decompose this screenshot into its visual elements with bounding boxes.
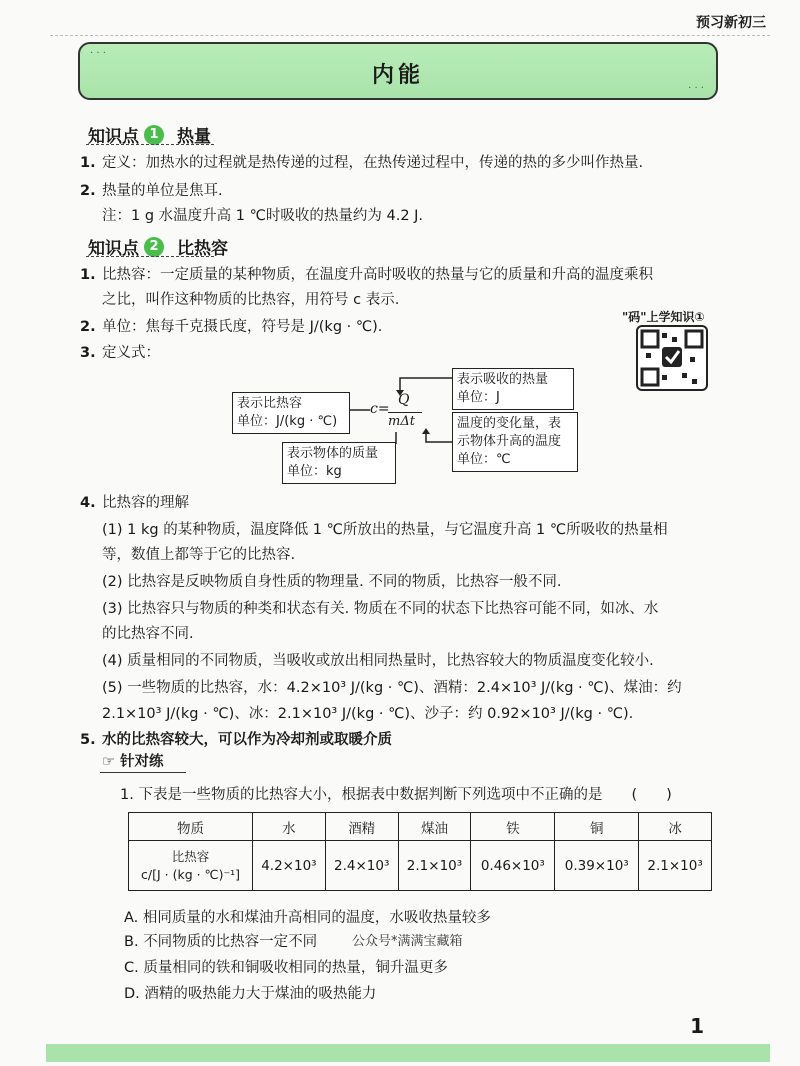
page-title: 内能 — [371, 63, 424, 88]
list-item: (4) 质量相同的不同物质，当吸收或放出相同热量时，比热容较大的物质温度变化较小. — [102, 653, 654, 669]
list-item: 2.1×10³ J/(kg · ℃)、冰：2.1×10³ J/(kg · ℃)、沙子：约 0.92×10³ J/(kg · ℃). — [102, 706, 634, 722]
option-b[interactable]: B. 不同物质的比热容一定不同 — [124, 934, 318, 950]
formula-numerator: Q — [398, 392, 410, 408]
top-rule — [50, 35, 770, 36]
decor-dots: · · · — [90, 48, 106, 59]
table-header-row — [129, 813, 712, 841]
table-cell: 酒精 — [325, 813, 398, 841]
table-cell: 水 — [253, 813, 326, 841]
decor-dots: · · · — [688, 83, 704, 94]
option-d[interactable]: D. 酒精的吸热能力大于煤油的吸热能力 — [124, 986, 377, 1002]
box-temperature-change: 温度的变化量，表 示物体升高的温度 单位：℃ — [452, 412, 578, 472]
table-cell: 2.1×10³ — [639, 841, 712, 891]
list-item: 2. 单位：焦每千克摄氏度，符号是 J/(kg · ℃). — [80, 319, 383, 335]
list-item: 等，数值上都等于它的比热容. — [102, 547, 296, 563]
list-item: 1. 定义：加热水的过程就是热传递的过程，在热传递过程中，传递的热的多少叫作热量. — [80, 155, 644, 171]
table-cell: 2.1×10³ — [398, 841, 471, 891]
list-item: (5) 一些物质的比热容，水：4.2×10³ J/(kg · ℃)、酒精：2.4×10³ J/(kg · ℃)、煤油：约 — [102, 680, 682, 696]
section-number-badge: 2 — [144, 237, 164, 257]
specific-heat-table — [128, 812, 712, 891]
qr-label: "码"上学知识① — [622, 310, 705, 324]
table-cell: 物质 — [129, 813, 253, 841]
list-item: (3) 比热容只与物质的种类和状态有关. 物质在不同的状态下比热容可能不同，如冰、水 — [102, 601, 659, 617]
qr-code-icon[interactable] — [636, 325, 708, 391]
list-item: 3. 定义式： — [80, 345, 160, 361]
list-item: 2. 热量的单位是焦耳. — [80, 183, 223, 199]
title-banner — [78, 42, 718, 100]
footer-bar — [46, 1044, 770, 1062]
list-item: 之比，叫作这种物质的比热容，用符号 c 表示. — [102, 292, 400, 308]
practice-underline — [100, 772, 186, 773]
table-cell: 0.39×10³ — [555, 841, 639, 891]
watermark: 公众号*满满宝藏箱 — [352, 934, 463, 949]
note-text: 注：1 g 水温度升高 1 ℃时吸收的热量约为 4.2 J. — [102, 208, 424, 224]
section-prefix: 知识点 — [88, 127, 139, 147]
table-cell: 铁 — [471, 813, 555, 841]
table-cell: 2.4×10³ — [325, 841, 398, 891]
section-underline — [86, 144, 214, 145]
table-cell: 冰 — [639, 813, 712, 841]
list-item: (1) 1 kg 的某种物质，温度降低 1 ℃所放出的热量，与它温度升高 1 ℃所吸收的热量相 — [102, 522, 668, 538]
table-cell: 煤油 — [398, 813, 471, 841]
box-heat: 表示吸收的热量 单位：J — [452, 368, 574, 410]
box-specific-heat: 表示比热容 单位：J/(kg · ℃) — [232, 392, 350, 434]
formula-denominator: mΔt — [388, 414, 415, 429]
section-name: 热量 — [177, 127, 211, 147]
table-row — [129, 841, 712, 891]
formula-diagram — [230, 368, 590, 488]
formula-c: c= — [370, 401, 390, 417]
question-text: 1. 下表是一些物质的比热容大小，根据表中数据判断下列选项中不正确的是 ( ) — [120, 787, 672, 803]
list-item: 的比热容不同. — [102, 626, 194, 642]
section-number-badge: 1 — [144, 125, 164, 145]
header-tag: 预习新初三 — [696, 15, 766, 31]
list-item: 1. 比热容：一定质量的某种物质，在温度升高时吸收的热量与它的质量和升高的温度乘积 — [80, 267, 653, 283]
practice-heading: ☞ 针对练 — [102, 754, 164, 770]
list-item: 5. 水的比热容较大，可以作为冷却剂或取暖介质 — [80, 732, 392, 748]
list-item: 4. 比热容的理解 — [80, 495, 189, 511]
list-item: (2) 比热容是反映物质自身性质的物理量. 不同的物质，比热容一般不同. — [102, 574, 562, 590]
table-cell: 铜 — [555, 813, 639, 841]
fraction-bar — [388, 412, 422, 413]
section-underline — [86, 256, 214, 257]
table-cell: 0.46×10³ — [471, 841, 555, 891]
option-a[interactable]: A. 相同质量的水和煤油升高相同的温度，水吸收热量较多 — [124, 910, 491, 926]
table-row-label: 比热容 c/[J · (kg · ℃)⁻¹] — [129, 841, 253, 891]
table-cell: 4.2×10³ — [253, 841, 326, 891]
page-number: 1 — [690, 1014, 704, 1038]
option-c[interactable]: C. 质量相同的铁和铜吸收相同的热量，铜升温更多 — [124, 960, 448, 976]
section-name: 比热容 — [177, 239, 228, 259]
box-mass: 表示物体的质量 单位：kg — [282, 442, 396, 484]
section-prefix: 知识点 — [88, 239, 139, 259]
pointing-hand-icon: ☞ — [102, 754, 115, 770]
